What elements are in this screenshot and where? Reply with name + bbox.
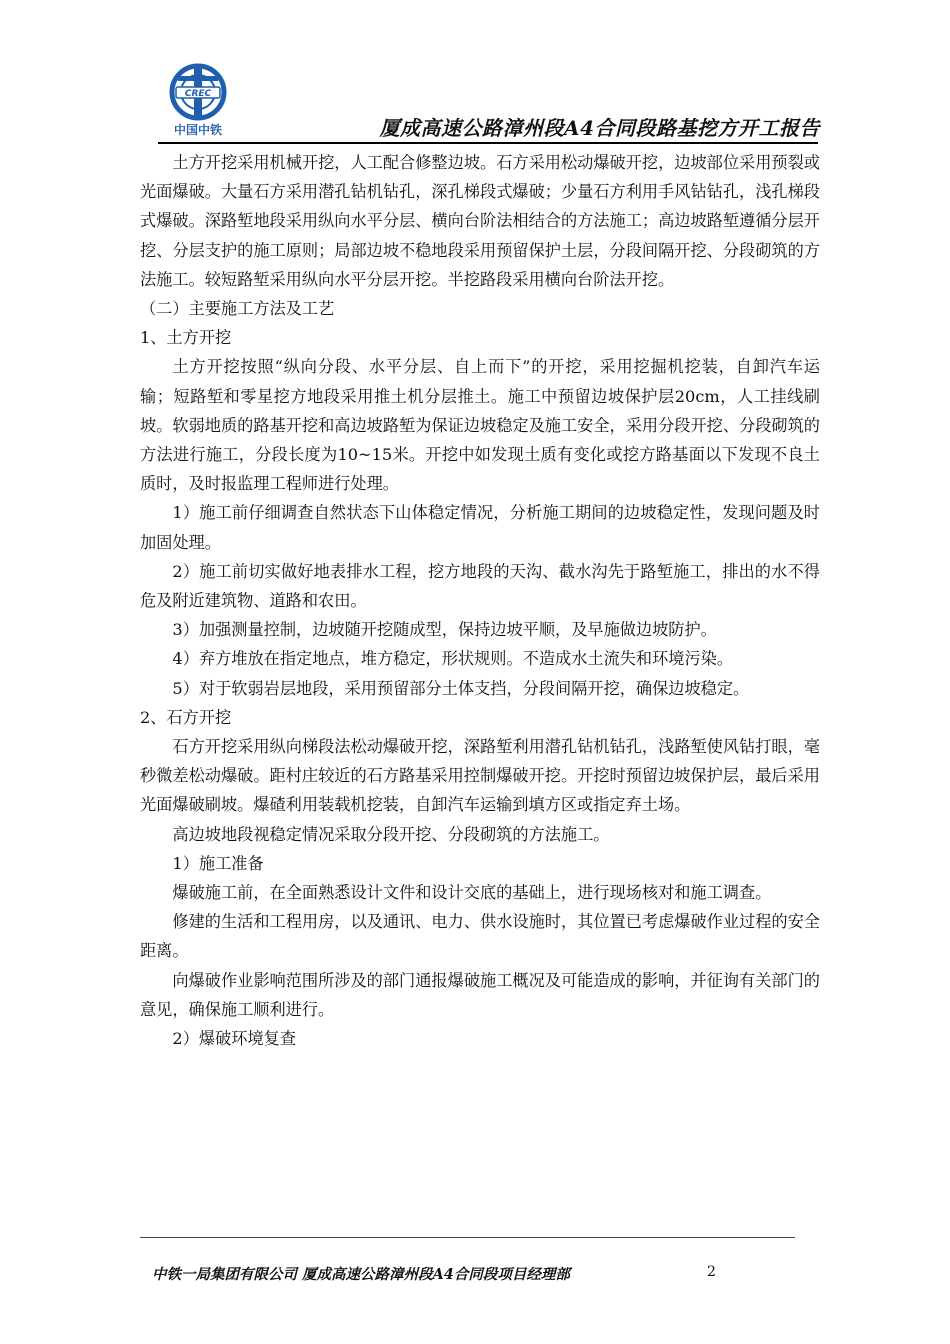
header-divider: [158, 142, 818, 144]
paragraph: 修建的生活和工程用房，以及通讯、电力、供水设施时，其位置已考虑爆破作业过程的安全距离。: [140, 912, 820, 961]
page-number: 2: [707, 1264, 716, 1280]
subsection-heading: 1、土方开挖: [140, 328, 232, 348]
list-item: 1）施工前仔细调查自然状态下山体稳定情况，分析施工期间的边坡稳定性，发现问题及时加固处理。: [140, 503, 820, 552]
footer-company: 中铁一局集团有限公司 厦成高速公路漳州段A4合同段项目经理部: [152, 1266, 570, 1283]
svg-text:中国中铁: 中国中铁: [173, 123, 223, 137]
document-body: [140, 148, 820, 1053]
list-item: 2）施工前切实做好地表排水工程，挖方地段的天沟、截水沟先于路堑施工，排出的水不得危及附近建筑物、道路和农田。: [140, 561, 820, 611]
list-item: 2）爆破环境复查: [172, 1029, 297, 1049]
section-heading: （二）主要施工方法及工艺: [140, 299, 335, 319]
header-title: 厦成高速公路漳州段A4合同段路基挖方开工报告: [379, 116, 820, 140]
paragraph: 土方开挖采用机械开挖，人工配合修整边坡。石方采用松动爆破开挖，边坡部位采用预裂或光面爆破。大量石方采用潜孔钻机钻孔，深孔梯段式爆破；少量石方利用手风钻钻孔，浅孔梯段式爆破。深路堑地段采用纵向水平分层、横向台阶法相结合的方法施工；高边坡路堑遵循分层开挖、分层支护的施工原则；局部边坡不稳地段采用预留保护土层，分段间隔开挖、分段砌筑的方法施工。较短路堑采用纵向水平分层开挖。半挖路段采用横向台阶法开挖。: [140, 153, 820, 289]
paragraph: 向爆破作业影响范围所涉及的部门通报爆破施工概况及可能造成的影响，并征询有关部门的意见，确保施工顺利进行。: [140, 970, 820, 1019]
list-item: 3）加强测量控制，边坡随开挖随成型，保持边坡平顺，及早施做边坡防护。: [172, 620, 717, 640]
subsection-heading: 2、石方开挖: [140, 707, 232, 727]
company-logo: [158, 62, 238, 142]
svg-text:CREC: CREC: [184, 89, 212, 99]
list-item: 1）施工准备: [172, 853, 264, 873]
paragraph: 石方开挖采用纵向梯段法松动爆破开挖，深路堑利用潜孔钻机钻孔，浅路堑使风钻打眼，毫秒微差松动爆破。距村庄较近的石方路基采用控制爆破开挖。开挖时预留边坡保护层，最后采用光面爆破刷坡。爆碴利用装载机挖装，自卸汽车运输到填方区或指定弃土场。: [140, 737, 820, 815]
paragraph: 高边坡地段视稳定情况采取分段开挖、分段砌筑的方法施工。: [172, 824, 610, 844]
paragraph: 土方开挖按照“纵向分段、水平分层、自上而下”的开挖，采用挖掘机挖装，自卸汽车运输；短路堑和零星挖方地段采用推土机分层推土。施工中预留边坡保护层20cm，人工挂线刷坡。软弱地质的路基开挖和高边坡路堑为保证边坡稳定及施工安全，采用分段开挖、分段砌筑的方法进行施工，分段长度为10~15米。开挖中如发现土质有变化或挖方路基面以下发现不良土质时，及时报监理工程师进行处理。: [140, 357, 820, 494]
paragraph: 爆破施工前，在全面熟悉设计文件和设计交底的基础上，进行现场核对和施工调查。: [172, 883, 772, 903]
list-item: 5）对于软弱岩层地段，采用预留部分土体支挡，分段间隔开挖，确保边坡稳定。: [172, 678, 750, 698]
list-item: 4）弃方堆放在指定地点，堆方稳定，形状规则。不造成水土流失和环境污染。: [172, 649, 734, 669]
footer-divider: [140, 1237, 795, 1238]
crec-logo-icon: [158, 62, 238, 142]
